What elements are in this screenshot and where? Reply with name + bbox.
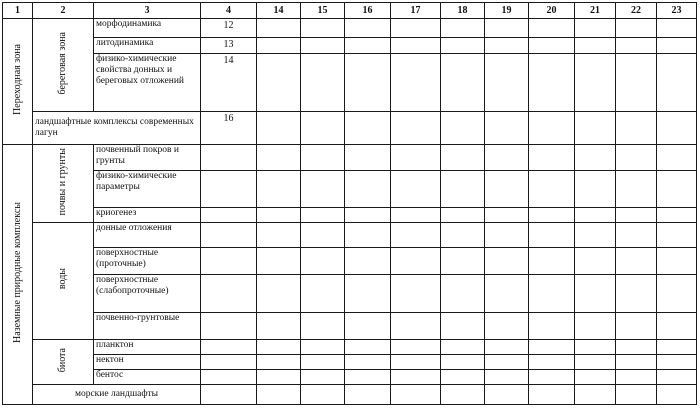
empty-cell [529,208,575,223]
empty-cell [257,112,301,145]
column-header: 15 [301,3,345,19]
subgroup-cell-biota [33,340,94,385]
table-row [3,275,697,313]
empty-cell [529,54,575,112]
subgroup-cell-coastal [33,19,94,112]
group-cell-terrestrial [3,145,33,405]
row-label: почвенно-грунтовые [94,313,201,340]
empty-cell [657,313,697,340]
empty-cell [529,112,575,145]
empty-cell [345,248,391,275]
header-row [3,3,697,19]
column-header: 14 [257,3,301,19]
row-label: физико-химические параметры [94,171,201,208]
empty-cell [257,313,301,340]
row-label: литодинамика [94,38,201,54]
empty-cell [441,340,485,355]
subgroup-label: воды [57,268,68,290]
empty-cell [301,54,345,112]
empty-cell [485,313,529,340]
empty-cell [441,223,485,248]
empty-cell [657,54,697,112]
empty-cell [257,145,301,171]
row-number [201,248,257,275]
empty-cell [257,340,301,355]
empty-cell [301,248,345,275]
empty-cell [391,208,441,223]
table-row [3,355,697,370]
empty-cell [616,248,657,275]
table-row [3,370,697,385]
empty-cell [575,54,616,112]
empty-cell [441,385,485,405]
empty-cell [657,208,697,223]
empty-cell [391,54,441,112]
empty-cell [345,38,391,54]
empty-cell [616,112,657,145]
empty-cell [257,355,301,370]
row-label: донные отложения [94,223,201,248]
empty-cell [616,208,657,223]
row-label: морские ландшафты [33,385,201,405]
empty-cell [657,248,697,275]
row-label: нектон [94,355,201,370]
empty-cell [485,171,529,208]
empty-cell [485,355,529,370]
subgroup-label: почвы и грунты [57,147,68,216]
row-number [201,340,257,355]
empty-cell [529,171,575,208]
empty-cell [657,19,697,38]
table-row [3,19,697,38]
empty-cell [616,385,657,405]
empty-cell [345,112,391,145]
column-header: 18 [441,3,485,19]
empty-cell [575,38,616,54]
column-header: 17 [391,3,441,19]
empty-cell [257,223,301,248]
subgroup-label: биота [57,347,68,373]
row-label: ландшафтные комплексы современных лагун [33,112,201,145]
empty-cell [657,38,697,54]
empty-cell [616,370,657,385]
row-number [201,171,257,208]
empty-cell [616,355,657,370]
empty-cell [345,340,391,355]
column-header: 23 [657,3,697,19]
row-number [201,313,257,340]
table-row [3,248,697,275]
empty-cell [441,19,485,38]
empty-cell [391,112,441,145]
empty-cell [345,145,391,171]
empty-cell [345,208,391,223]
subgroup-cell-soils [33,145,94,223]
row-label: морфодинамика [94,19,201,38]
empty-cell [575,145,616,171]
empty-cell [485,208,529,223]
empty-cell [529,248,575,275]
empty-cell [391,355,441,370]
row-number [201,275,257,313]
row-number: 13 [201,38,257,54]
table-row [3,223,697,248]
empty-cell [391,171,441,208]
empty-cell [301,112,345,145]
empty-cell [616,19,657,38]
row-label: бентос [94,370,201,385]
empty-cell [657,171,697,208]
table-row [3,54,697,112]
empty-cell [391,223,441,248]
empty-cell [345,385,391,405]
empty-cell [575,223,616,248]
empty-cell [391,248,441,275]
empty-cell [657,223,697,248]
column-header: 2 [33,3,94,19]
row-label: почвенный покров и грунты [94,145,201,171]
row-label: физико-химические свойства донных и береговых отложений [94,54,201,112]
empty-cell [529,370,575,385]
empty-cell [575,112,616,145]
empty-cell [391,370,441,385]
empty-cell [391,385,441,405]
empty-cell [345,54,391,112]
empty-cell [391,19,441,38]
empty-cell [391,38,441,54]
row-label: поверхностные (слабопроточные) [94,275,201,313]
empty-cell [257,248,301,275]
empty-cell [301,223,345,248]
table-row [3,208,697,223]
empty-cell [441,248,485,275]
empty-cell [301,275,345,313]
empty-cell [485,385,529,405]
empty-cell [301,385,345,405]
empty-cell [575,340,616,355]
table-row [3,313,697,340]
empty-cell [616,275,657,313]
table-row [3,385,697,405]
column-header: 16 [345,3,391,19]
empty-cell [575,208,616,223]
row-number: 14 [201,54,257,112]
empty-cell [301,38,345,54]
group-cell-transition [3,19,33,145]
empty-cell [257,370,301,385]
empty-cell [529,223,575,248]
empty-cell [345,223,391,248]
empty-cell [657,112,697,145]
empty-cell [657,385,697,405]
empty-cell [616,313,657,340]
empty-cell [657,275,697,313]
empty-cell [529,340,575,355]
row-number: 12 [201,19,257,38]
empty-cell [441,54,485,112]
empty-cell [301,208,345,223]
empty-cell [575,313,616,340]
row-number [201,145,257,171]
empty-cell [529,145,575,171]
empty-cell [485,145,529,171]
empty-cell [257,54,301,112]
table-row [3,171,697,208]
column-header: 21 [575,3,616,19]
empty-cell [575,19,616,38]
empty-cell [257,385,301,405]
empty-cell [485,340,529,355]
empty-cell [345,275,391,313]
empty-cell [441,145,485,171]
row-label: планктон [94,340,201,355]
empty-cell [257,275,301,313]
empty-cell [575,385,616,405]
empty-cell [616,145,657,171]
empty-cell [616,171,657,208]
empty-cell [345,19,391,38]
empty-cell [345,370,391,385]
empty-cell [657,370,697,385]
empty-cell [485,370,529,385]
empty-cell [485,275,529,313]
empty-cell [529,313,575,340]
empty-cell [345,313,391,340]
empty-cell [485,54,529,112]
column-header: 4 [201,3,257,19]
empty-cell [301,355,345,370]
empty-cell [301,171,345,208]
empty-cell [301,340,345,355]
table-row [3,112,697,145]
empty-cell [529,355,575,370]
empty-cell [575,171,616,208]
empty-cell [441,370,485,385]
empty-cell [391,275,441,313]
group-label: Переходная зона [11,44,23,115]
row-number: 16 [201,112,257,145]
column-header: 1 [3,3,33,19]
data-table [2,2,697,405]
column-header: 3 [94,3,201,19]
empty-cell [441,275,485,313]
empty-cell [391,313,441,340]
empty-cell [485,112,529,145]
empty-cell [441,355,485,370]
empty-cell [345,355,391,370]
empty-cell [301,145,345,171]
empty-cell [257,38,301,54]
empty-cell [301,370,345,385]
empty-cell [391,340,441,355]
empty-cell [529,38,575,54]
empty-cell [485,38,529,54]
table-row [3,145,697,171]
empty-cell [616,38,657,54]
empty-cell [529,275,575,313]
empty-cell [575,248,616,275]
empty-cell [441,112,485,145]
empty-cell [529,19,575,38]
empty-cell [616,223,657,248]
column-header: 20 [529,3,575,19]
empty-cell [441,313,485,340]
group-label: Наземные природные комплексы [11,202,23,343]
empty-cell [257,171,301,208]
row-label: криогенез [94,208,201,223]
empty-cell [441,171,485,208]
row-number [201,370,257,385]
empty-cell [441,38,485,54]
subgroup-label: береговая зона [57,31,68,95]
row-number [201,208,257,223]
subgroup-cell-waters [33,223,94,340]
empty-cell [345,171,391,208]
empty-cell [301,19,345,38]
empty-cell [657,340,697,355]
empty-cell [529,385,575,405]
empty-cell [301,313,345,340]
empty-cell [616,54,657,112]
empty-cell [485,248,529,275]
empty-cell [257,19,301,38]
empty-cell [485,223,529,248]
column-header: 19 [485,3,529,19]
row-number [201,223,257,248]
empty-cell [575,275,616,313]
row-number [201,385,257,405]
empty-cell [257,208,301,223]
row-label: поверхностные (проточные) [94,248,201,275]
table-row [3,340,697,355]
column-header: 22 [616,3,657,19]
empty-cell [657,145,697,171]
row-number [201,355,257,370]
empty-cell [575,370,616,385]
empty-cell [616,340,657,355]
empty-cell [575,355,616,370]
empty-cell [485,19,529,38]
empty-cell [441,208,485,223]
empty-cell [391,145,441,171]
empty-cell [657,355,697,370]
table-row [3,38,697,54]
